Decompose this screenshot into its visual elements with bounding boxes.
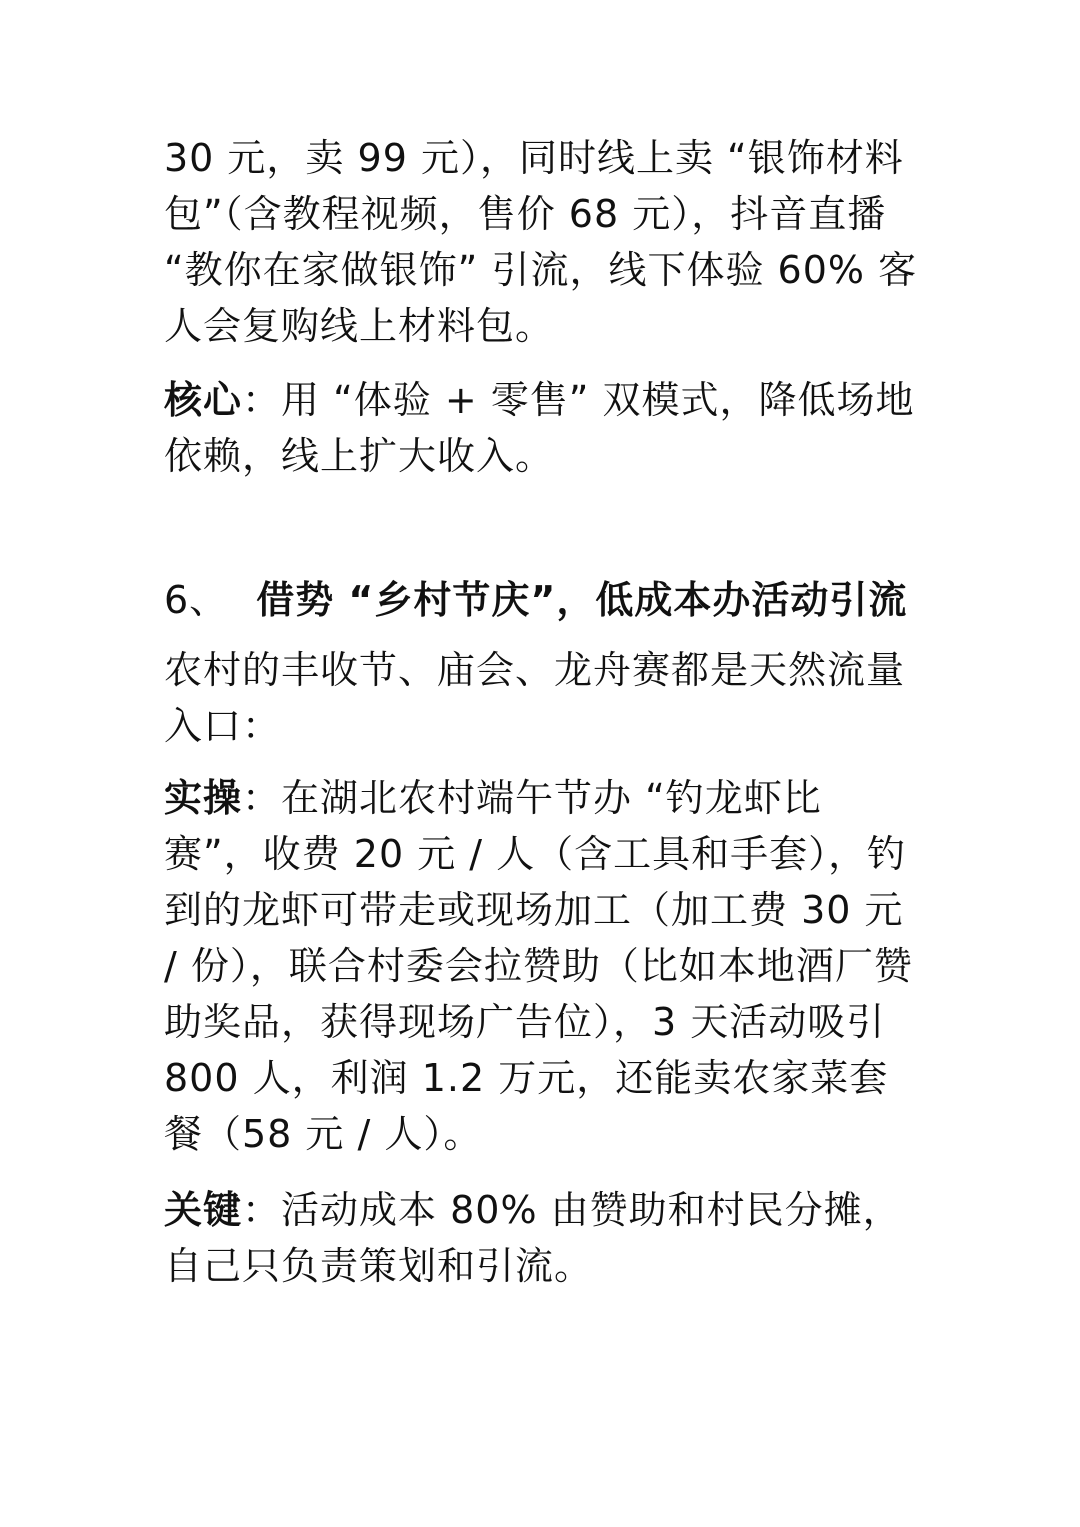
section-heading-6	[164, 572, 924, 628]
core-colon: ：	[242, 378, 282, 422]
paragraph-continued: 30 元，卖 99 元），同时线上卖 “银饰材料包”（含教程视频，售价 68 元），抖音直播 “教你在家做银饰” 引流，线下体验 60% 客人会复购线上材料包。	[164, 136, 918, 348]
section-number: 6、	[164, 578, 229, 622]
key-label: 关键	[164, 1188, 243, 1232]
key-text: 活动成本 80% 由赞助和村民分摊，自己只负责策划和引流。	[164, 1188, 902, 1288]
core-text: 用 “体验 + 零售” 双模式，降低场地依赖，线上扩大收入。	[164, 378, 915, 478]
paragraph-practice	[164, 770, 920, 1162]
practice-text: 在湖北农村端午节办 “钓龙虾比赛”，收费 20 元 / 人（含工具和手套），钓到的龙虾可带走或现场加工（加工费 30 元 / 份），联合村委会拉赞助（比如本地酒厂赞助奖品，获得现场广告位），3 天活动吸引 800 人，利润 1.2 万元，还能卖农家菜套餐（58 元 / 人）。	[164, 776, 913, 1156]
paragraph-key	[164, 1182, 920, 1294]
paragraph-intro: 农村的丰收节、庙会、龙舟赛都是天然流量入口：	[164, 648, 906, 748]
practice-colon: ：	[242, 776, 282, 820]
practice-label: 实操	[164, 776, 243, 820]
key-colon: ：	[242, 1188, 282, 1232]
paragraph-core	[164, 372, 920, 484]
section-title: 借势 “乡村节庆”，低成本办活动引流	[256, 578, 908, 622]
core-label: 核心	[164, 378, 243, 422]
